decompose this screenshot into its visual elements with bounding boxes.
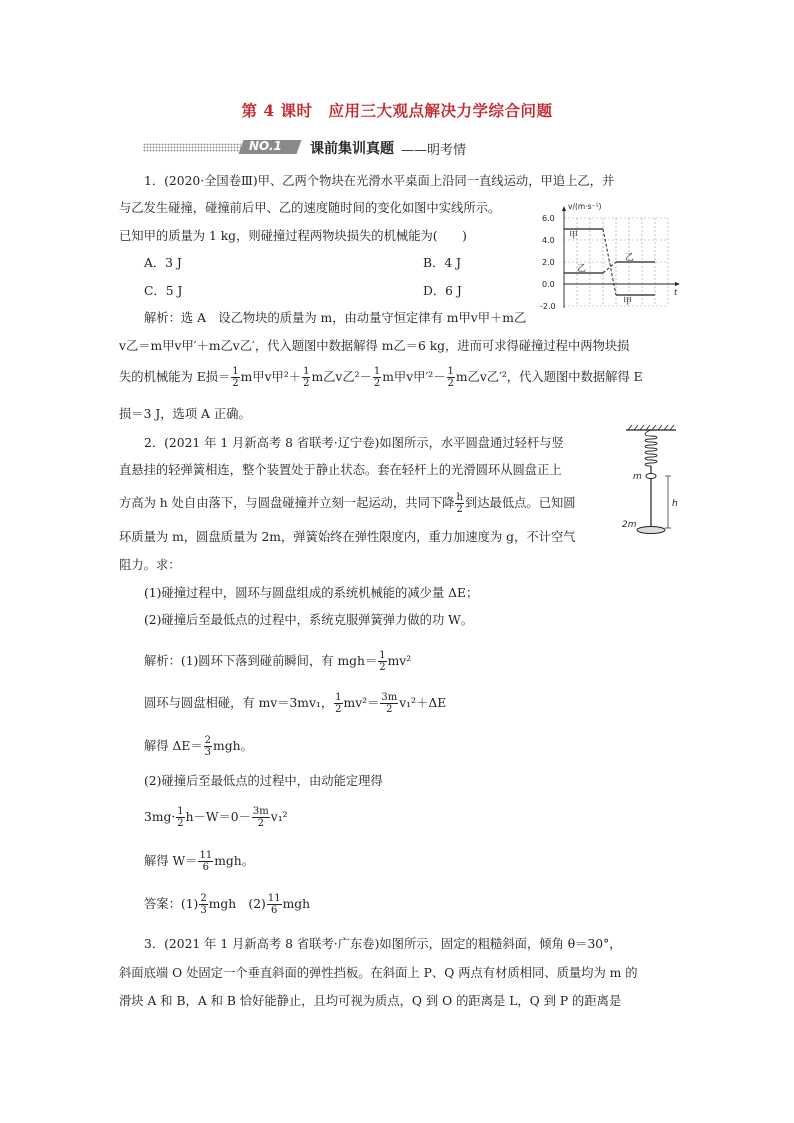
q1-option-d: D．6 J <box>423 284 462 298</box>
q1-option-a: A．3 J <box>144 256 182 270</box>
q2-item1: (1)碰撞过程中，圆环与圆盘组成的系统机械能的减少量 ΔE； <box>144 586 479 600</box>
section-number: NO.1 <box>249 139 282 153</box>
q1-velocity-graph <box>540 198 690 310</box>
q2-solution-4: (2)碰撞后至最低点的过程中，由动能定理得 <box>144 774 383 788</box>
label-m: m <box>633 472 642 482</box>
section-banner <box>143 138 563 158</box>
label-2m: 2m <box>622 520 637 530</box>
q2-solution-3: 解得 ΔE＝ $\frac{2}{3}$ mgh。 <box>144 735 253 758</box>
jia-label-2: 甲 <box>623 297 633 307</box>
q2-solution-2: 圆环与圆盘相碰，有 mv＝3mv₁， $\frac{1}{2}$ mv²＝ $\frac{3m}{2}$ v₁²＋ΔE <box>144 692 447 715</box>
q2-stem-line1: 2．(2021 年 1 月新高考 8 省联考·辽宁卷)如图所示，水平圆盘通过轻杆与竖 <box>144 436 564 450</box>
q2-solution-1: 解析：(1)圆环下落到碰前瞬间，有 mgh＝ $\frac{1}{2}$ mv² <box>144 650 412 673</box>
q2-answer: 答案：(1) $\frac{2}{3}$ mgh (2) $\frac{11}{6}$ mgh <box>144 893 311 916</box>
ceiling-hatch <box>628 425 674 430</box>
q1-solution-line4: 损＝3 J，选项 A 正确。 <box>119 407 251 421</box>
y-axis-arrow <box>562 206 566 211</box>
disc <box>637 527 665 534</box>
q1-stem-line1: 1．(2020·全国卷Ⅲ)甲、乙两个物块在光滑水平桌面上沿同一直线运动，甲追上乙，并 <box>144 174 615 188</box>
spring-icon <box>645 430 657 466</box>
q3-line3: 滑块 A 和 B，A 和 B 恰好能静止，且均可视为质点，Q 到 O 的距离是 L，Q 到 P 的距离是 <box>119 994 622 1008</box>
x-axis-arrow <box>675 282 680 286</box>
dotted-bar <box>143 143 241 152</box>
q1-solution-line3: 失的机械能为 E损＝ $\frac{1}{2}$ m甲v甲²＋ $\frac{1}{2}$ m乙v乙²－ $\frac{1}{2}$ m甲v甲′²－ $\frac{1}{2}$ m乙v乙′²，代入题图中数据解得 E <box>119 366 643 389</box>
jia-label-1: 甲 <box>569 231 579 241</box>
q1-option-c: C．5 J <box>144 284 183 298</box>
section-title: 课前集训真题 <box>310 141 394 157</box>
q1-solution-line2: v乙＝m甲v甲′＋m乙v乙′，代入题图中数据解得 m乙＝6 kg，进而可求得碰撞过程中两物块损 <box>119 339 630 353</box>
tick-6: 6.0 <box>542 214 555 223</box>
q2-item2: (2)碰撞后至最低点的过程中，系统克服弹簧弹力做的功 W。 <box>144 613 474 627</box>
tick-4: 4.0 <box>542 236 555 245</box>
tick-2: 2.0 <box>542 258 555 267</box>
q3-line1: 3．(2021 年 1 月新高考 8 省联考·广东卷)如图所示，固定的粗糙斜面，倾角 θ＝30°， <box>144 937 622 951</box>
q2-stem-line2: 直悬挂的轻弹簧相连，整个装置处于静止状态。套在轻杆上的光滑圆环从圆盘正上 <box>119 463 562 477</box>
q2-stem-line5: 阻力。求： <box>119 558 181 572</box>
label-h: h <box>672 499 678 509</box>
q1-solution-line1: 解析：选 A 设乙物块的质量为 m，由动量守恒定律有 m甲v甲＋m乙 <box>144 311 527 325</box>
page-title: 第 4 课时 应用三大观点解决力学综合问题 <box>241 101 553 120</box>
q1-option-b: B．4 J <box>423 256 461 270</box>
q2-stem-line4: 环质量为 m，圆盘质量为 2m，弹簧始终在弹性限度内，重力加速度为 g，不计空气 <box>119 530 576 544</box>
q3-line2: 斜面底端 O 处固定一个垂直斜面的弹性挡板。在斜面上 P、Q 两点有材质相同、质量均为 m 的 <box>119 966 638 980</box>
section-subtitle: ——明考情 <box>401 143 467 158</box>
q1-stem-line2: 与乙发生碰撞，碰撞前后甲、乙的速度随时间的变化如图中实线所示。 <box>119 201 501 215</box>
q1-stem-line3: 已知甲的质量为 1 kg，则碰撞过程两物块损失的机械能为( ) <box>119 229 467 243</box>
q2-spring-figure <box>620 424 682 542</box>
q2-solution-6: 解得 W＝ $\frac{11}{6}$ mgh。 <box>144 850 254 873</box>
tick-0: 0.0 <box>542 280 555 289</box>
q2-solution-5: 3mg· $\frac{1}{2}$ h－W＝0－ $\frac{3m}{2}$ v₁² <box>144 806 288 829</box>
yi-label-2: 乙 <box>625 253 635 263</box>
yi-label-1: 乙 <box>577 264 587 274</box>
ring <box>646 474 656 479</box>
graph-xlabel: t <box>674 288 678 297</box>
tick-neg2: -2.0 <box>540 302 556 310</box>
graph-ylabel: v/(m·s⁻¹) <box>568 202 602 211</box>
q2-stem-line3: 方高为 h 处自由落下，与圆盘碰撞并立刻一起运动，共同下降 $\frac{h}{2}$ 到达最低点。已知圆 <box>119 492 576 515</box>
